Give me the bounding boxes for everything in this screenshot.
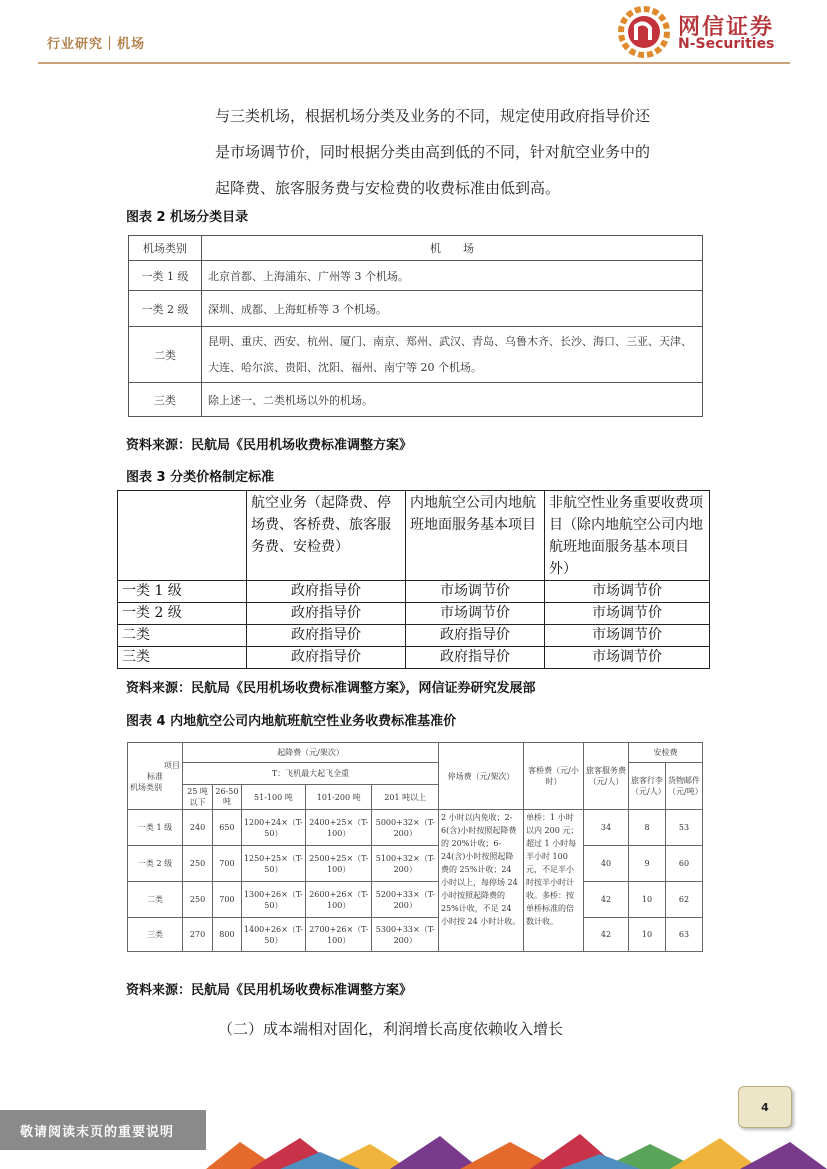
table-cell: 250: [183, 882, 213, 918]
table-cell: 8: [629, 810, 666, 846]
table-cell: 三类: [129, 383, 202, 417]
table-header: 101-200 吨: [305, 785, 372, 810]
table-header: 旅客服务费（元/人）: [584, 743, 629, 810]
table-cell: 三类: [118, 647, 247, 669]
table-cell: 250: [183, 846, 213, 882]
table-cell: 政府指导价: [247, 625, 406, 647]
header-divider: [38, 62, 790, 64]
table-row: [128, 918, 703, 952]
figure4-caption: 图表 4 内地航空公司内地航班航空性业务收费标准基准价: [126, 714, 457, 729]
table-cell: 深圳、成都、上海虹桥等 3 个机场。: [202, 291, 703, 327]
table-cell: 一类 1 级: [128, 810, 183, 846]
figure3-caption: 图表 3 分类价格制定标准: [126, 470, 275, 485]
table-cell: 1250+25×（T-50）: [241, 846, 305, 882]
table-row: [128, 846, 703, 882]
table-cell: 700: [213, 882, 242, 918]
table-cell: 市场调节价: [545, 603, 710, 625]
aviation-fee-table: [127, 742, 703, 952]
table-cell: 62: [666, 882, 703, 918]
table-cell: 政府指导价: [247, 581, 406, 603]
table-header: T：飞机最大起飞全重: [183, 763, 439, 785]
table-header: 内地航空公司内地航班地面服务基本项目: [406, 491, 545, 581]
table-header: 非航空性业务重要收费项目（除内地航空公司内地航班地面服务基本项目外）: [545, 491, 710, 581]
table-cell: 一类 1 级: [118, 581, 247, 603]
table-header: 起降费（元/架次）: [183, 743, 439, 763]
table-corner-header: [128, 743, 183, 810]
report-section-label: 行业研究｜机场: [47, 37, 146, 52]
table-header: 机场类别: [129, 236, 202, 261]
table-cell: 二类: [118, 625, 247, 647]
table-cell: 政府指导价: [247, 603, 406, 625]
table-cell: 5200+33×（T-200）: [372, 882, 439, 918]
table-header: 25 吨以下: [183, 785, 213, 810]
table-cell: 市场调节价: [545, 581, 710, 603]
table-header: 安检费: [629, 743, 703, 763]
page-number: 4: [738, 1086, 792, 1128]
table-cell: 除上述一、二类机场以外的机场。: [202, 383, 703, 417]
table-cell: 2600+26×（T-100）: [305, 882, 372, 918]
paragraph-line: 起降费、旅客服务费与安检费的收费标准由低到高。: [215, 179, 561, 197]
table-cell: 市场调节价: [406, 581, 545, 603]
table-cell: 2400+25×（T-100）: [305, 810, 372, 846]
airport-classification-table: [128, 235, 703, 417]
corner-label: 机场类别: [130, 782, 162, 792]
table-cell: 63: [666, 918, 703, 952]
table-cell: 10: [629, 882, 666, 918]
table-header: 货物邮件（元/吨）: [666, 763, 703, 810]
table-cell: 二类: [128, 882, 183, 918]
table-cell: 一类 2 级: [128, 846, 183, 882]
table-row: [118, 625, 710, 647]
table-cell: 1200+24×（T-50）: [241, 810, 305, 846]
table-cell: 市场调节价: [545, 625, 710, 647]
table-row: [128, 810, 703, 846]
table-cell: 昆明、重庆、西安、杭州、厦门、南京、郑州、武汉、青岛、乌鲁木齐、长沙、海口、三亚、天津、大连、哈尔滨、贵阳、沈阳、福州、南宁等 20 个机场。: [202, 327, 703, 383]
table-cell: 700: [213, 846, 242, 882]
figure2-caption: 图表 2 机场分类目录: [126, 210, 249, 225]
table-cell: 市场调节价: [545, 647, 710, 669]
table-header: 机 场: [202, 236, 703, 261]
table-cell: 270: [183, 918, 213, 952]
paragraph-line: 是市场调节价，同时根据分类由高到低的不同，针对航空业务中的: [215, 143, 651, 161]
table-cell: 二类: [129, 327, 202, 383]
table-header: 51-100 吨: [241, 785, 305, 810]
table-header: 26-50 吨: [213, 785, 242, 810]
table-cell: 5300+33×（T-200）: [372, 918, 439, 952]
table-cell: 一类 2 级: [129, 291, 202, 327]
table-cell: 三类: [128, 918, 183, 952]
parking-fee-note: 2 小时以内免收；2-6(含)小时按照起降费的 20%计收；6-24(含)小时按照起降费的 25%计收；24 小时以上，每停场 24 小时按照起降费的 25%计收，不足 24 小时按 24 小时计收。: [439, 810, 524, 952]
table-cell: 650: [213, 810, 242, 846]
brand-name-cn: 网信证券: [678, 15, 775, 40]
figure2-source: 资料来源：民航局《民用机场收费标准调整方案》: [126, 438, 413, 453]
table-cell: 政府指导价: [247, 647, 406, 669]
corner-label: 项目: [164, 760, 180, 770]
table-header: 客桥费（元/小时）: [524, 743, 584, 810]
table-cell: 5000+32×（T-200）: [372, 810, 439, 846]
table-cell: 9: [629, 846, 666, 882]
table-header: [118, 491, 247, 581]
paragraph-line: 与三类机场，根据机场分类及业务的不同，规定使用政府指导价还: [215, 107, 651, 125]
table-cell: 市场调节价: [406, 603, 545, 625]
disclaimer-notice: 敬请阅读末页的重要说明: [0, 1110, 206, 1150]
corner-label: 标准: [147, 771, 163, 781]
table-cell: 42: [584, 918, 629, 952]
table-header: 航空业务（起降费、停场费、客桥费、旅客服务费、安检费）: [247, 491, 406, 581]
figure4-source: 资料来源：民航局《民用机场收费标准调整方案》: [126, 983, 413, 998]
bridge-fee-note: 单桥：1 小时以内 200 元；超过 1 小时每半小时 100 元，不足半小时按半小时计收。多桥：按单桥标准的倍数计收。: [524, 810, 584, 952]
table-cell: 政府指导价: [406, 647, 545, 669]
table-cell: 5100+32×（T-200）: [372, 846, 439, 882]
table-header: 旅客行李（元/人）: [629, 763, 666, 810]
table-cell: 北京首都、上海浦东、广州等 3 个机场。: [202, 261, 703, 291]
table-cell: 2500+25×（T-100）: [305, 846, 372, 882]
table-cell: 40: [584, 846, 629, 882]
table-cell: 60: [666, 846, 703, 882]
figure3-source: 资料来源：民航局《民用机场收费标准调整方案》，网信证券研究发展部: [126, 681, 536, 696]
table-cell: 42: [584, 882, 629, 918]
table-row: [118, 647, 710, 669]
table-cell: 一类 2 级: [118, 603, 247, 625]
table-cell: 34: [584, 810, 629, 846]
pricing-standard-table: [117, 490, 710, 669]
body-paragraph: [215, 98, 715, 206]
table-cell: 一类 1 级: [129, 261, 202, 291]
table-row: [118, 603, 710, 625]
section-heading: （二）成本端相对固化，利润增长高度依赖收入增长: [218, 1020, 564, 1038]
table-cell: 10: [629, 918, 666, 952]
brand-name-en: N-Securities: [678, 36, 775, 52]
table-header: 201 吨以上: [372, 785, 439, 810]
table-cell: 240: [183, 810, 213, 846]
table-cell: 800: [213, 918, 242, 952]
table-cell: 1300+26×（T-50）: [241, 882, 305, 918]
table-row: [128, 882, 703, 918]
table-cell: 1400+26×（T-50）: [241, 918, 305, 952]
table-row: [118, 581, 710, 603]
n-securities-logo-icon: [618, 6, 670, 58]
table-cell: 政府指导价: [406, 625, 545, 647]
table-header: 停场费（元/架次）: [439, 743, 524, 810]
table-cell: 2700+26×（T-100）: [305, 918, 372, 952]
table-cell: 53: [666, 810, 703, 846]
